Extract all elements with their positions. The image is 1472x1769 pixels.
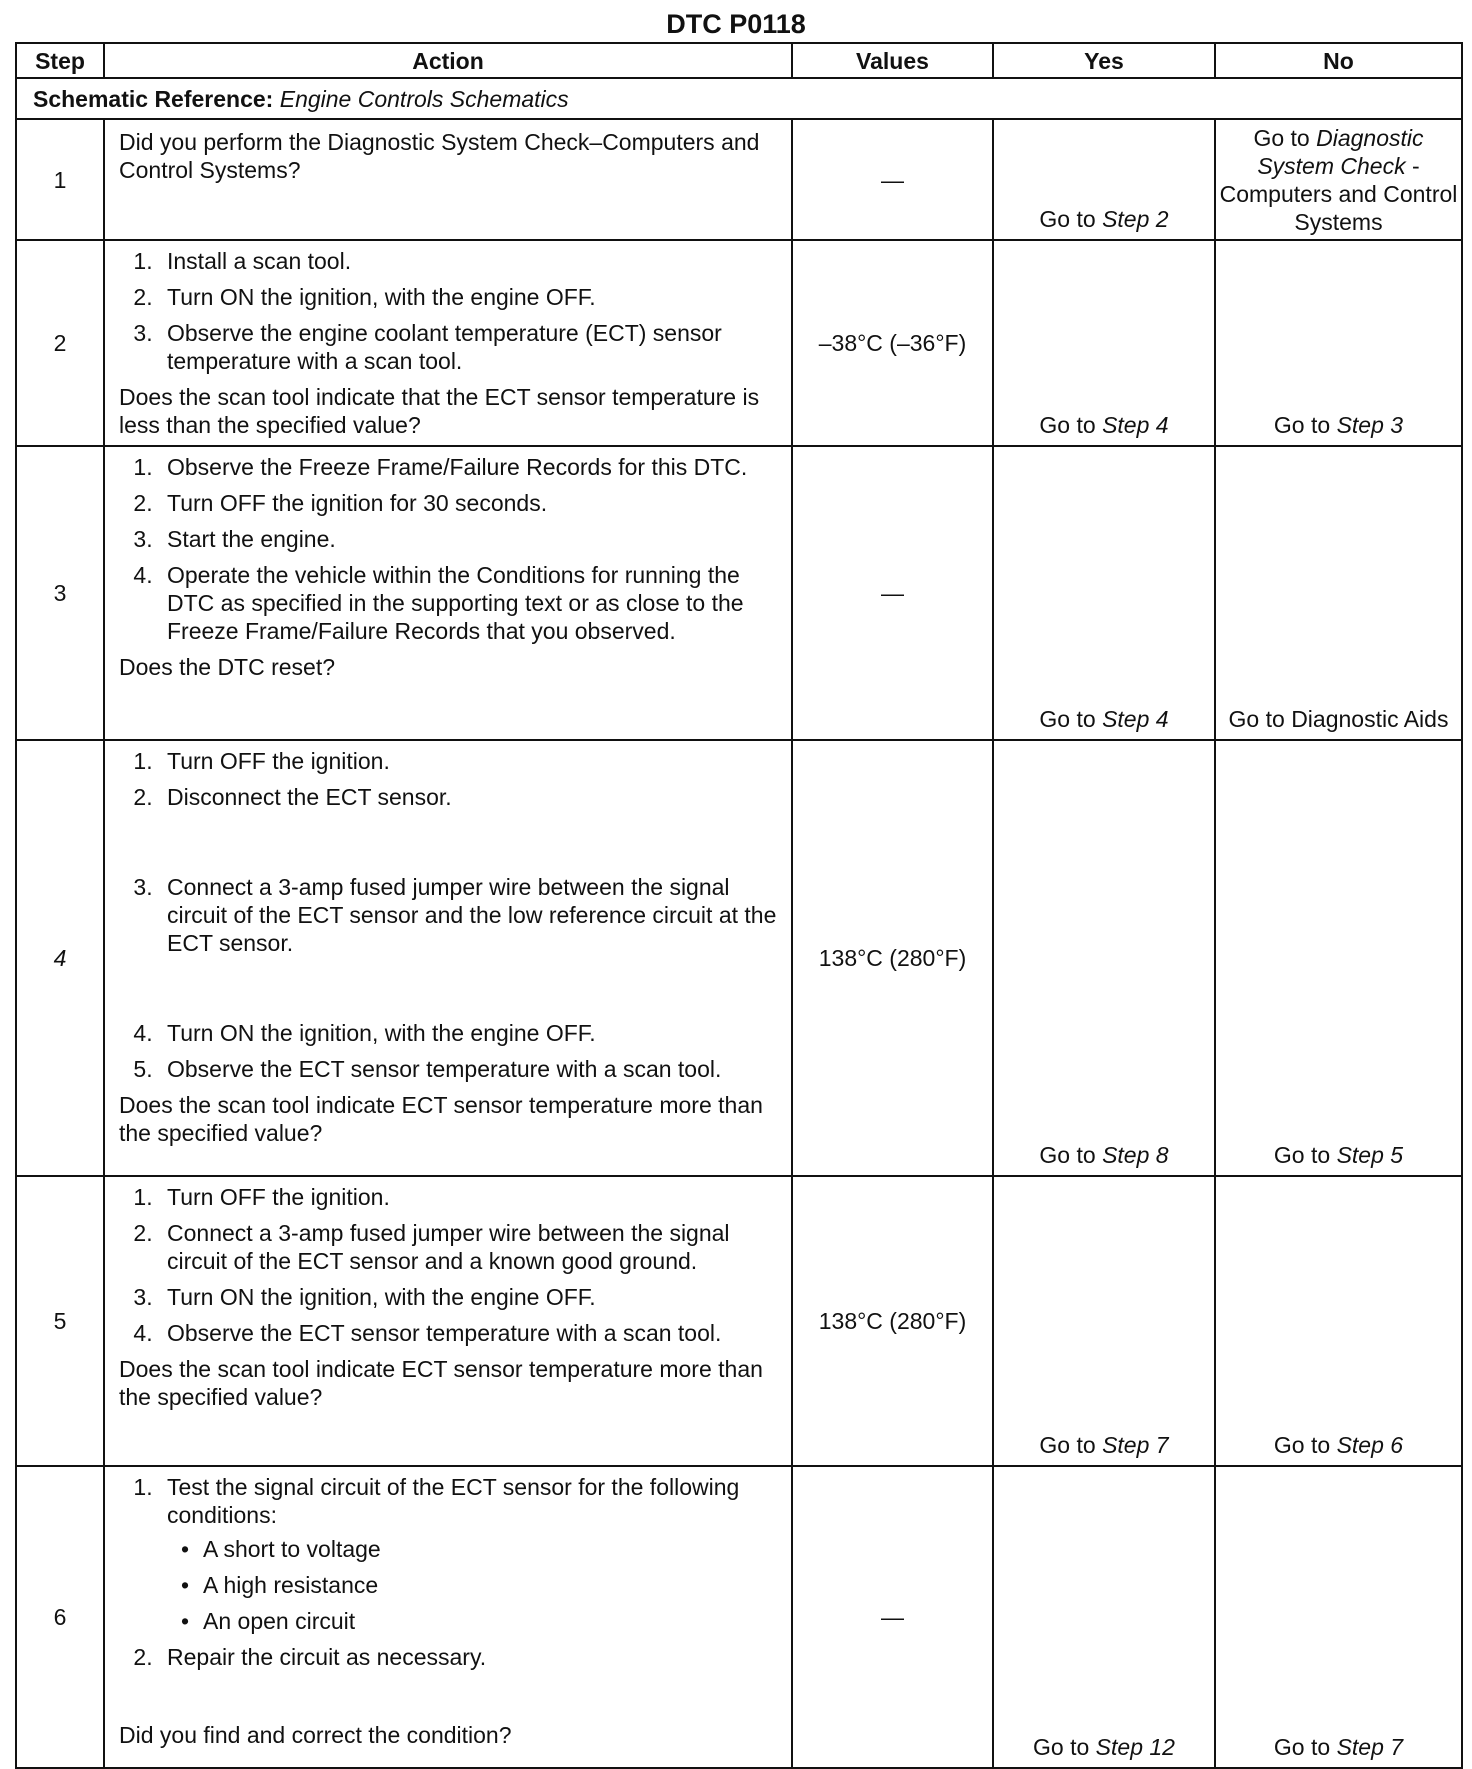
action-cell: [104, 446, 792, 740]
action-item: 3. Start the engine.: [159, 525, 777, 553]
schematic-value: Engine Controls Schematics: [279, 86, 569, 112]
value-cell: 138°C (280°F): [792, 740, 993, 1176]
yes-target: Step 12: [1095, 1734, 1175, 1760]
schematic-row: [16, 78, 1462, 119]
header-step: Step: [16, 43, 104, 78]
yes-cell: [993, 1176, 1215, 1466]
action-item: 5. Observe the ECT sensor temperature with a scan tool.: [159, 1055, 777, 1083]
value-cell: —: [792, 1466, 993, 1768]
action-item: 2. Repair the circuit as necessary.: [159, 1643, 777, 1671]
no-cell: [1215, 1176, 1462, 1466]
step-number: 2: [16, 240, 104, 446]
action-list: [119, 1473, 777, 1671]
action-item: 4. Observe the ECT sensor temperature with a scan tool.: [159, 1319, 777, 1347]
step-number-text: 4: [53, 945, 67, 971]
no-target: Step 6: [1336, 1432, 1404, 1458]
table-row: [16, 1466, 1462, 1768]
action-item: 2. Disconnect the ECT sensor.: [159, 783, 777, 811]
yes-prefix: Go to: [1039, 206, 1096, 232]
header-values: Values: [792, 43, 993, 78]
yes-target: Step 7: [1102, 1432, 1169, 1458]
yes-prefix: Go to: [1033, 1734, 1090, 1760]
action-list: [119, 453, 777, 645]
no-target: Step 3: [1336, 412, 1404, 438]
no-prefix: Go to: [1273, 1734, 1331, 1760]
header-action: Action: [104, 43, 792, 78]
table-row: [16, 1176, 1462, 1466]
condition-item: • A high resistance: [203, 1571, 777, 1599]
action-item: 4. Turn ON the ignition, with the engine OFF.: [159, 1019, 777, 1047]
yes-prefix: Go to: [1039, 412, 1096, 438]
action-item: 1. Turn OFF the ignition.: [159, 747, 777, 775]
condition-list: [167, 1535, 777, 1635]
header-row: [16, 43, 1462, 78]
yes-cell: [993, 119, 1215, 240]
action-cell: [104, 1466, 792, 1768]
yes-target: Step 2: [1102, 206, 1169, 232]
action-cell: [104, 1176, 792, 1466]
action-cell: [104, 740, 792, 1176]
condition-item: • A short to voltage: [203, 1535, 777, 1563]
no-suffix: - Computers and Control Systems: [1219, 153, 1458, 235]
no-cell: [1215, 119, 1462, 240]
action-item: 3. Observe the engine coolant temperature (ECT) sensor temperature with a scan tool.: [159, 319, 777, 375]
no-prefix: Go to: [1273, 412, 1331, 438]
yes-cell: [993, 240, 1215, 446]
yes-target: Step 4: [1102, 706, 1169, 732]
no-cell: [1215, 1466, 1462, 1768]
yes-target: Step 4: [1102, 412, 1169, 438]
table-row: [16, 240, 1462, 446]
table-row: [16, 446, 1462, 740]
page-title: DTC P0118: [666, 9, 806, 39]
no-prefix: Go to: [1253, 125, 1310, 151]
step-number: 5: [16, 1176, 104, 1466]
no-cell: [1215, 240, 1462, 446]
action-item: 2. Connect a 3-amp fused jumper wire between the signal circuit of the ECT sensor and a known good ground.: [159, 1219, 777, 1275]
no-target: Step 5: [1336, 1142, 1404, 1168]
action-item: 4. Operate the vehicle within the Conditions for running the DTC as specified in the supporting text or as close to the Freeze Frame/Failure Records that you observed.: [159, 561, 777, 645]
action-list: [119, 747, 777, 811]
action-cell: [104, 119, 792, 240]
no-target: Diagnostic System Check: [1257, 125, 1424, 179]
action-item: 1. Install a scan tool.: [159, 247, 777, 275]
action-list: [119, 1019, 777, 1083]
action-item-text: Test the signal circuit of the ECT sensor for the following conditions:: [167, 1474, 740, 1528]
step-number: 3: [16, 446, 104, 740]
schematic-reference: [16, 78, 1462, 119]
header-yes: Yes: [993, 43, 1215, 78]
action-item: [159, 1473, 777, 1635]
yes-prefix: Go to: [1039, 1142, 1096, 1168]
action-question: Does the scan tool indicate that the ECT sensor temperature is less than the specified value?: [119, 384, 760, 438]
action-list: [119, 873, 777, 957]
step-number: 6: [16, 1466, 104, 1768]
no-prefix: Go to: [1273, 1142, 1331, 1168]
step-number: 1: [16, 119, 104, 240]
no-prefix: Go to: [1273, 1432, 1331, 1458]
yes-cell: [993, 446, 1215, 740]
value-cell: 138°C (280°F): [792, 1176, 993, 1466]
action-item: 2. Turn ON the ignition, with the engine OFF.: [159, 283, 777, 311]
action-question: Did you find and correct the condition?: [119, 1722, 512, 1748]
yes-cell: [993, 1466, 1215, 1768]
action-item: 3. Connect a 3-amp fused jumper wire between the signal circuit of the ECT sensor and the low reference circuit at the ECT sensor.: [159, 873, 777, 957]
value-cell: —: [792, 446, 993, 740]
schematic-label: Schematic Reference:: [33, 86, 274, 112]
action-question: Does the scan tool indicate ECT sensor temperature more than the specified value?: [119, 1356, 763, 1410]
action-item: 1. Observe the Freeze Frame/Failure Records for this DTC.: [159, 453, 777, 481]
action-question: Does the DTC reset?: [119, 654, 336, 680]
table-row: [16, 119, 1462, 240]
no-text: Go to Diagnostic Aids: [1228, 706, 1449, 732]
header-no: No: [1215, 43, 1462, 78]
yes-prefix: Go to: [1039, 1432, 1096, 1458]
value-cell: –38°C (–36°F): [792, 240, 993, 446]
action-item: 2. Turn OFF the ignition for 30 seconds.: [159, 489, 777, 517]
action-list: [119, 247, 777, 375]
yes-prefix: Go to: [1039, 706, 1096, 732]
yes-cell: [993, 740, 1215, 1176]
value-cell: —: [792, 119, 993, 240]
step-number: [16, 740, 104, 1176]
no-target: Step 7: [1336, 1734, 1404, 1760]
no-cell: [1215, 446, 1462, 740]
action-list: [119, 1183, 777, 1347]
yes-target: Step 8: [1102, 1142, 1169, 1168]
action-item: 3. Turn ON the ignition, with the engine OFF.: [159, 1283, 777, 1311]
action-item: 1. Turn OFF the ignition.: [159, 1183, 777, 1211]
no-cell: [1215, 740, 1462, 1176]
action-question: Did you perform the Diagnostic System Check–Computers and Control Systems?: [119, 129, 760, 183]
action-cell: [104, 240, 792, 446]
diagnostic-table: [15, 42, 1463, 1769]
table-row: [16, 740, 1462, 1176]
action-question: Does the scan tool indicate ECT sensor temperature more than the specified value?: [119, 1092, 763, 1146]
condition-item: • An open circuit: [203, 1607, 777, 1635]
